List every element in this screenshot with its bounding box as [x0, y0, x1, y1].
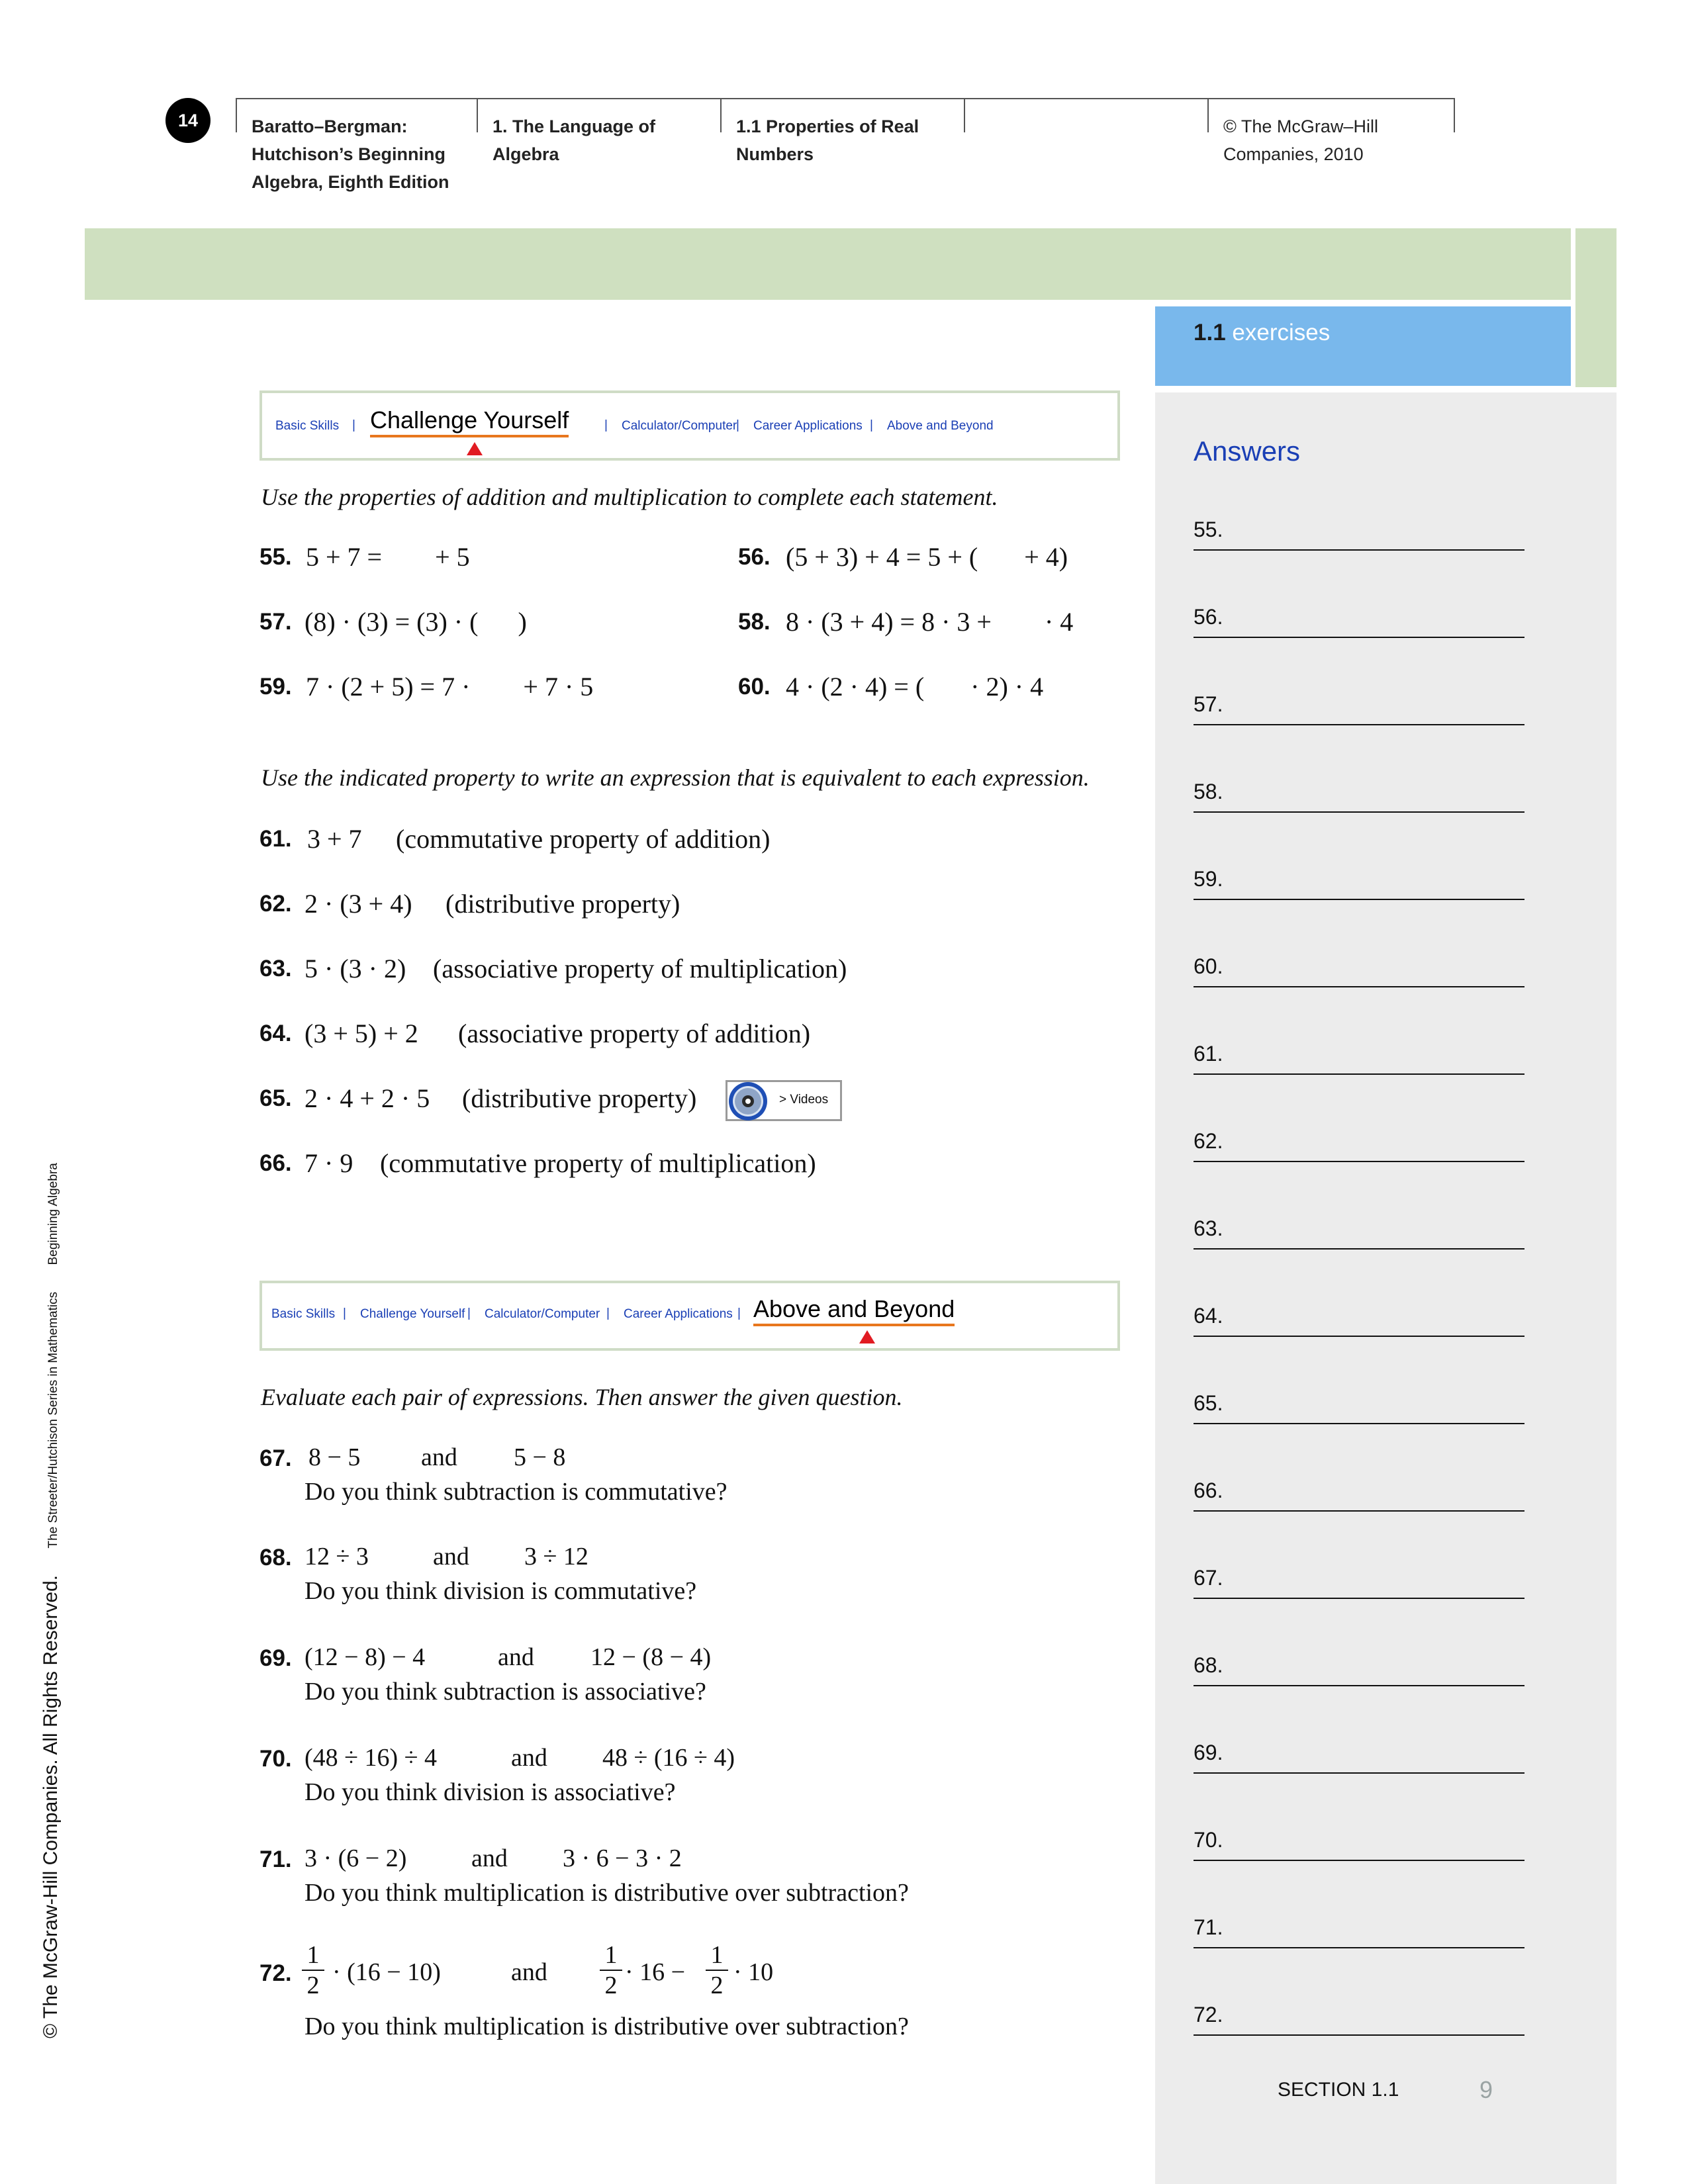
answer-number: 56.: [1194, 605, 1223, 629]
videos-label: > Videos: [779, 1093, 829, 1107]
fraction-numerator: 1: [600, 1940, 622, 1971]
exercise-number: 55.: [259, 544, 292, 570]
exercise-property: (associative property of addition): [458, 1019, 811, 1048]
page-number-badge: 14: [165, 98, 211, 143]
nav-separator: |: [604, 418, 608, 432]
answer-line[interactable]: [1194, 1423, 1524, 1424]
exercise-property: (distributive property): [445, 889, 680, 919]
exercise-number: 62.: [259, 891, 292, 917]
fraction-denominator: 2: [710, 1972, 724, 1999]
answer-number: 61.: [1194, 1042, 1223, 1066]
answer-number: 57.: [1194, 692, 1223, 716]
nav-above-and-beyond[interactable]: Above and Beyond: [887, 419, 994, 433]
nav-separator: |: [870, 418, 873, 432]
answer-number: 63.: [1194, 1216, 1223, 1240]
header-copyright-line: Companies, 2010: [1223, 144, 1364, 164]
active-indicator-icon: [859, 1330, 875, 1343]
answer-number: 67.: [1194, 1566, 1223, 1590]
and-word: and: [511, 1744, 547, 1772]
exercise-expression: 8 · (3 + 4) = 8 · 3 + · 4: [786, 607, 1074, 637]
answer-number: 68.: [1194, 1653, 1223, 1677]
expression-b: 3 · 6 − 3 · 2: [563, 1844, 682, 1872]
exercise-number: 71.: [259, 1846, 292, 1872]
answer-line[interactable]: [1194, 1161, 1524, 1162]
expression-b: 12 − (8 − 4): [590, 1643, 712, 1671]
videos-button[interactable]: [726, 1080, 842, 1121]
skill-nav-challenge: [259, 390, 1120, 461]
expression-a: (12 − 8) − 4: [305, 1643, 426, 1671]
answers-title: Answers: [1194, 435, 1301, 467]
header-empty-column: [964, 98, 1207, 132]
and-word: and: [421, 1443, 457, 1471]
nav-challenge-yourself-active[interactable]: Challenge Yourself: [370, 406, 569, 437]
header-section-line: Numbers: [736, 144, 814, 164]
and-word: and: [433, 1543, 469, 1570]
answer-line[interactable]: [1194, 1248, 1524, 1250]
exercises-label: exercises: [1232, 320, 1331, 345]
exercise-property: (commutative property of addition): [396, 824, 771, 854]
answer-number: 69.: [1194, 1741, 1223, 1764]
header-section-line: 1.1 Properties of Real: [736, 116, 919, 136]
exercise-expression: 7 · 9: [305, 1148, 353, 1178]
answer-line[interactable]: [1194, 1947, 1524, 1948]
green-side-strip: [1575, 228, 1617, 387]
green-header-band: [85, 228, 1571, 300]
nav-calculator-computer[interactable]: Calculator/Computer: [622, 419, 737, 433]
exercise-number: 63.: [259, 956, 292, 981]
answer-number: 64.: [1194, 1304, 1223, 1328]
fraction-numerator: 1: [302, 1940, 324, 1971]
exercise-number: 65.: [259, 1085, 292, 1111]
answer-line[interactable]: [1194, 1598, 1524, 1599]
exercise-property: (distributive property): [462, 1083, 697, 1113]
exercise-expression: 7 · (2 + 5) = 7 · + 7 · 5: [306, 672, 594, 702]
exercise-number: 64.: [259, 1021, 292, 1046]
answer-number: 66.: [1194, 1479, 1223, 1502]
expression-b: 3 ÷ 12: [524, 1543, 588, 1570]
instruction-complete-statements: Use the properties of addition and multiplication to complete each statement.: [261, 484, 998, 510]
answer-number: 62.: [1194, 1129, 1223, 1153]
and-word: and: [471, 1844, 508, 1872]
expression-b: 48 ÷ (16 ÷ 4): [602, 1744, 735, 1772]
header-chapter-column: [477, 98, 720, 164]
exercise-question: Do you think division is associative?: [305, 1778, 676, 1806]
answer-line[interactable]: [1194, 1073, 1524, 1075]
answer-number: 71.: [1194, 1915, 1223, 1939]
answer-line[interactable]: [1194, 1772, 1524, 1774]
answer-line[interactable]: [1194, 637, 1524, 638]
answer-number: 59.: [1194, 867, 1223, 891]
answer-number: 70.: [1194, 1828, 1223, 1852]
exercise-number: 60.: [738, 674, 771, 700]
exercise-expression: 2 · (3 + 4): [305, 889, 412, 919]
instruction-evaluate-pairs: Evaluate each pair of expressions. Then answer the given question.: [261, 1384, 903, 1410]
nav-calculator-computer[interactable]: Calculator/Computer: [485, 1307, 600, 1321]
answer-line[interactable]: [1194, 724, 1524, 725]
answer-line[interactable]: [1194, 549, 1524, 551]
answer-line[interactable]: [1194, 1510, 1524, 1512]
fraction-one-half: [706, 1940, 728, 2000]
answer-line[interactable]: [1194, 1860, 1524, 1861]
nav-separator: |: [736, 418, 739, 432]
answer-line[interactable]: [1194, 986, 1524, 987]
expression-a-rest: · (16 − 10): [332, 1958, 441, 1986]
nav-basic-skills[interactable]: Basic Skills: [271, 1307, 336, 1321]
answer-line[interactable]: [1194, 1336, 1524, 1337]
fraction-denominator: 2: [306, 1972, 320, 1999]
exercise-number: 66.: [259, 1150, 292, 1176]
nav-career-applications[interactable]: Career Applications: [753, 419, 863, 433]
exercise-property: (commutative property of multiplication): [380, 1148, 816, 1178]
answer-number: 72.: [1194, 2003, 1223, 2026]
exercise-number: 67.: [259, 1445, 292, 1471]
exercise-number: 70.: [259, 1746, 292, 1772]
exercise-question: Do you think subtraction is associative?: [305, 1678, 706, 1706]
answer-line[interactable]: [1194, 899, 1524, 900]
exercise-expression: (5 + 3) + 4 = 5 + ( + 4): [786, 542, 1068, 572]
exercise-expression: 3 + 7: [307, 824, 362, 854]
nav-separator: |: [606, 1306, 610, 1320]
exercise-question: Do you think division is commutative?: [305, 1577, 697, 1605]
exercise-expression: 2 · 4 + 2 · 5: [305, 1083, 430, 1113]
answer-line[interactable]: [1194, 1685, 1524, 1686]
skill-nav-above-beyond: [259, 1281, 1120, 1351]
footer-section-label: SECTION 1.1: [1278, 2079, 1399, 2101]
expression-a: 12 ÷ 3: [305, 1543, 369, 1570]
nav-separator: |: [467, 1306, 471, 1320]
answer-column: [1155, 392, 1617, 2184]
answer-number: 65.: [1194, 1391, 1223, 1415]
fraction-denominator: 2: [604, 1972, 618, 1999]
video-disc-icon: [727, 1081, 769, 1122]
header-copyright-line: © The McGraw–Hill: [1223, 116, 1378, 136]
header-section-column: [720, 98, 964, 164]
answer-number: 58.: [1194, 780, 1223, 803]
expression-a: (48 ÷ 16) ÷ 4: [305, 1744, 438, 1772]
header-book-column: [236, 98, 477, 192]
and-word: and: [511, 1958, 547, 1986]
expression-a: 8 − 5: [308, 1443, 361, 1471]
expression-b: 5 − 8: [514, 1443, 566, 1471]
active-indicator-icon: [467, 442, 483, 455]
exercise-expression: (3 + 5) + 2: [305, 1019, 418, 1048]
nav-separator: |: [343, 1306, 346, 1320]
side-series: The Streeter/Hutchison Series in Mathematics: [46, 1291, 60, 1549]
nav-career-applications[interactable]: Career Applications: [624, 1307, 733, 1321]
exercise-number: 61.: [259, 826, 292, 852]
expression-b-end: · 10: [733, 1958, 774, 1986]
side-vertical-text: [40, 1112, 66, 2038]
answer-number: 55.: [1194, 518, 1223, 541]
exercise-expression: 4 · (2 · 4) = ( · 2) · 4: [786, 672, 1044, 702]
and-word: and: [498, 1643, 534, 1671]
fraction-one-half: [600, 1940, 622, 2000]
header-book-line: Algebra, Eighth Edition: [252, 172, 449, 192]
nav-separator: |: [352, 418, 355, 432]
exercise-number: 57.: [259, 609, 292, 635]
exercise-expression: (8) · (3) = (3) · ( ): [305, 607, 527, 637]
nav-above-and-beyond-active[interactable]: Above and Beyond: [753, 1295, 955, 1326]
exercise-number: 58.: [738, 609, 771, 635]
header-chapter-line: 1. The Language of Algebra: [492, 116, 656, 164]
nav-challenge-yourself[interactable]: Challenge Yourself: [360, 1307, 465, 1321]
exercises-tab: [1155, 306, 1571, 386]
instruction-indicated-property: Use the indicated property to write an expression that is equivalent to each expression.: [261, 764, 1090, 791]
expression-b-middle: · 16 −: [625, 1958, 686, 1986]
expression-a: 3 · (6 − 2): [305, 1844, 407, 1872]
side-book: Beginning Algebra: [46, 1163, 60, 1265]
answer-line[interactable]: [1194, 2034, 1524, 2036]
side-copyright: © The McGraw-Hill Companies. All Rights Reserved.: [40, 1574, 62, 2038]
exercise-question: Do you think multiplication is distributive over subtraction?: [305, 1879, 909, 1907]
fraction-one-half: [302, 1940, 324, 2000]
exercise-question: Do you think subtraction is commutative?: [305, 1478, 727, 1506]
exercise-number: 72.: [259, 1960, 292, 1986]
answer-number: 60.: [1194, 954, 1223, 978]
exercises-section-number: 1.1: [1194, 320, 1226, 345]
fraction-numerator: 1: [706, 1940, 728, 1971]
nav-separator: |: [737, 1306, 741, 1320]
exercise-expression: 5 · (3 · 2): [305, 954, 406, 983]
header-book-line: Hutchison’s Beginning: [252, 144, 445, 164]
answer-line[interactable]: [1194, 811, 1524, 813]
exercise-expression: 5 + 7 = + 5: [306, 542, 470, 572]
exercise-question: Do you think multiplication is distributive over subtraction?: [305, 2013, 909, 2040]
exercise-number: 68.: [259, 1545, 292, 1570]
exercise-number: 56.: [738, 544, 771, 570]
exercise-number: 69.: [259, 1645, 292, 1671]
footer-page-number: 9: [1479, 2076, 1493, 2103]
exercise-property: (associative property of multiplication): [433, 954, 847, 983]
nav-basic-skills[interactable]: Basic Skills: [275, 419, 340, 433]
header-book-line: Baratto–Bergman:: [252, 116, 408, 136]
exercise-number: 59.: [259, 674, 292, 700]
header-copyright-column: [1207, 98, 1455, 164]
